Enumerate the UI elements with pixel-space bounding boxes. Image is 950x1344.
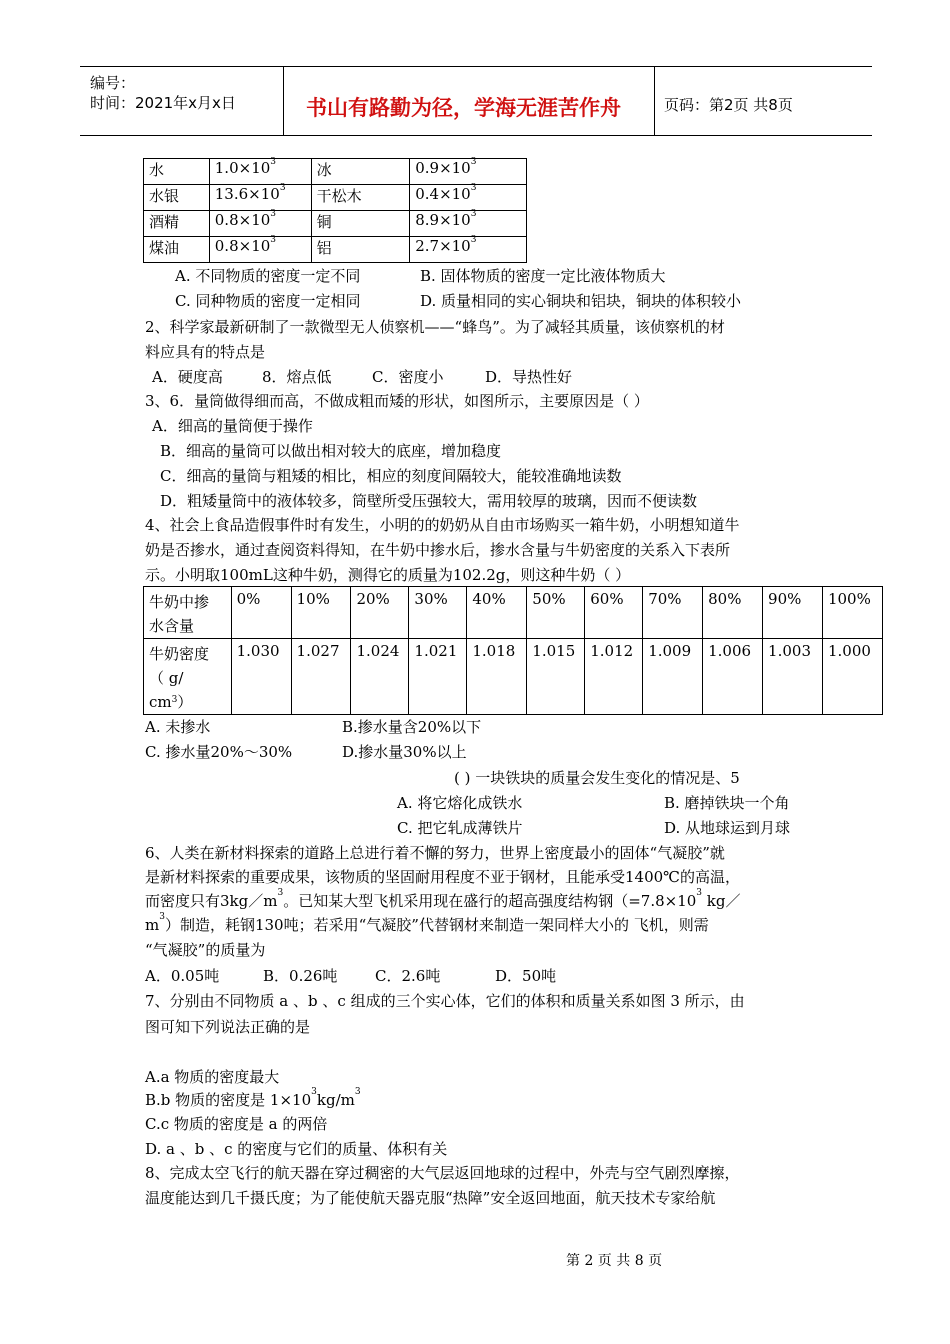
q2-stem-line1: 2、科学家最新研制了一款微型无人侦察机——“蜂鸟”。为了减轻其质量，该侦察机的材 (145, 318, 725, 336)
percent-cell: 20% (351, 587, 409, 639)
density-cell: $13.6\times 10^3$ (209, 185, 311, 211)
header-motto: 书山有路勤为径，学海无涯苦作舟 (306, 96, 621, 120)
percent-cell: 90% (763, 587, 823, 639)
q6-option-a: A．0.05吨 (145, 967, 220, 985)
q5-option-b: B. 磨掉铁块一个角 (664, 794, 790, 812)
percent-cell: 30% (409, 587, 467, 639)
q6-option-d: D．50吨 (495, 967, 557, 985)
q2-option-d: D．导热性好 (485, 368, 573, 386)
substance-cell: 铝 (311, 237, 410, 263)
q5-stem: ( ) 一块铁块的质量会发生变化的情况是、5 (454, 769, 740, 787)
density-cell: $0.8\times 10^3$ (209, 237, 311, 263)
table-row (144, 237, 527, 263)
header-top-rule (80, 66, 872, 67)
percent-cell: 100% (822, 587, 882, 639)
header-date: 时间：2021年x月x日 (90, 94, 236, 112)
density-cell: $0.8\times 10^3$ (209, 211, 311, 237)
q3-stem: 3、6．量筒做得细而高，不做成粗而矮的形状，如图所示，主要原因是（ ） (145, 392, 649, 410)
percent-cell: 60% (585, 587, 643, 639)
q1-option-c: C. 同种物质的密度一定相同 (175, 292, 361, 310)
q4-option-a: A. 未掺水 (145, 718, 211, 736)
q5-option-c: C. 把它轧成薄铁片 (397, 819, 523, 837)
q5-option-a: A. 将它熔化成铁水 (397, 794, 523, 812)
density-cell: 1.012 (585, 639, 643, 715)
table-row (144, 639, 883, 715)
q3-option-c: C．细高的量筒与粗矮的相比，相应的刻度间隔较大，能较准确地读数 (160, 467, 622, 485)
density-cell: 1.018 (467, 639, 527, 715)
q1-option-a: A. 不同物质的密度一定不同 (175, 267, 361, 285)
table-row (144, 587, 883, 639)
header-divider-right (654, 66, 655, 135)
q4-option-b: B.掺水量含20%以下 (342, 718, 482, 736)
q6-stem-line5: “气凝胶”的质量为 (145, 941, 266, 959)
substance-cell: 酒精 (144, 211, 210, 237)
substance-cell: 水银 (144, 185, 210, 211)
substance-cell: 铜 (311, 211, 410, 237)
q2-stem-line2: 料应具有的特点是 (145, 343, 266, 361)
percent-cell: 70% (643, 587, 703, 639)
density-cell: $0.4\times 10^3$ (410, 185, 527, 211)
density-table (143, 158, 527, 263)
density-cell: 1.000 (822, 639, 882, 715)
q2-option-b: 8．熔点低 (262, 368, 332, 386)
q6-stem-line4: $m^3$）制造，耗钢130吨；若采用“气凝胶”代替钢材来制造一架同样大小的 飞机，则需 (145, 912, 709, 934)
density-cell: 1.030 (231, 639, 291, 715)
percent-cell: 50% (527, 587, 585, 639)
header-cell: 牛奶中掺 水含量 (144, 587, 232, 639)
q7-stem-line1: 7、分别由不同物质 a 、b 、c 组成的三个实心体，它们的体积和质量关系如图 3 所示，由 (145, 992, 745, 1010)
header-divider-left (283, 66, 284, 135)
density-cell: 1.027 (291, 639, 351, 715)
substance-cell: 冰 (311, 159, 410, 185)
header-cell: 牛奶密度 （ g/ $cm^3$） (144, 639, 232, 715)
q4-option-c: C. 掺水量20%～30% (145, 743, 293, 761)
density-cell: $1.0\times 10^3$ (209, 159, 311, 185)
q6-stem-line1: 6、人类在新材料探索的道路上总进行着不懈的努力，世界上密度最小的固体“气凝胶”就 (145, 844, 725, 862)
q6-stem-line3: 而密度只有$3kg/m^3$。已知某大型飞机采用现在盛行的超高强度结构钢（$=7.8\times 10^3$ kg／ (145, 888, 741, 910)
density-cell: 1.009 (643, 639, 703, 715)
percent-cell: 80% (703, 587, 763, 639)
header-bottom-rule (80, 135, 872, 136)
footer-page-number: 第 2 页 共 8 页 (566, 1253, 663, 1269)
q6-stem-line2: 是新材料探索的重要成果，该物质的坚固耐用程度不亚于钢材，且能承受1400℃的高温， (145, 868, 740, 886)
header-number-label: 编号： (90, 74, 136, 92)
q1-option-d: D. 质量相同的实心铜块和铝块，铜块的体积较小 (420, 292, 742, 310)
milk-density-table (143, 586, 883, 715)
q8-stem-line2: 温度能达到几千摄氏度；为了能使航天器克服“热障”安全返回地面，航天技术专家给航 (145, 1189, 716, 1207)
density-cell: 1.021 (409, 639, 467, 715)
percent-cell: 0% (231, 587, 291, 639)
density-cell: $2.7\times 10^3$ (410, 237, 527, 263)
percent-cell: 10% (291, 587, 351, 639)
substance-cell: 煤油 (144, 237, 210, 263)
substance-cell: 水 (144, 159, 210, 185)
q6-option-c: C．2.6吨 (375, 967, 441, 985)
q7-option-b: B.b 物质的密度是 $1\times 10^3kg/m^3$ (145, 1087, 361, 1109)
q7-option-a: A.a 物质的密度最大 (145, 1068, 280, 1086)
table-row (144, 211, 527, 237)
q7-option-d: D. a 、b 、c 的密度与它们的质量、体积有关 (145, 1140, 448, 1158)
q4-stem-line1: 4、社会上食品造假事件时有发生，小明的的奶奶从自由市场购买一箱牛奶，小明想知道牛 (145, 516, 740, 534)
q6-option-b: B．0.26吨 (263, 967, 338, 985)
q4-option-d: D.掺水量30%以上 (342, 743, 467, 761)
q3-option-a: A．细高的量筒便于操作 (152, 417, 313, 435)
q8-stem-line1: 8、完成太空飞行的航天器在穿过稠密的大气层返回地球的过程中，外壳与空气剧烈摩擦， (145, 1164, 740, 1182)
density-cell: 1.006 (703, 639, 763, 715)
substance-cell: 干松木 (311, 185, 410, 211)
percent-cell: 40% (467, 587, 527, 639)
header-page-info: 页码：第2页 共8页 (664, 96, 793, 114)
table-row (144, 185, 527, 211)
q3-option-b: B．细高的量筒可以做出相对较大的底座，增加稳度 (160, 442, 502, 460)
q4-stem-line3: 示。小明取100mL这种牛奶，测得它的质量为102.2g，则这种牛奶（ ） (145, 566, 631, 584)
q7-option-c: C.c 物质的密度是 a 的两倍 (145, 1115, 328, 1133)
density-cell: $0.9\times 10^3$ (410, 159, 527, 185)
density-cell: 1.024 (351, 639, 409, 715)
q2-option-a: A．硬度高 (152, 368, 223, 386)
q1-option-b: B. 固体物质的密度一定比液体物质大 (420, 267, 666, 285)
density-cell: 1.003 (763, 639, 823, 715)
q4-stem-line2: 奶是否掺水，通过查阅资料得知，在牛奶中掺水后，掺水含量与牛奶密度的关系入下表所 (145, 541, 731, 559)
q2-option-c: C．密度小 (372, 368, 444, 386)
q7-stem-line2: 图可知下列说法正确的是 (145, 1018, 311, 1036)
q5-option-d: D. 从地球运到月球 (664, 819, 791, 837)
density-cell: $8.9\times 10^3$ (410, 211, 527, 237)
table-row (144, 159, 527, 185)
density-cell: 1.015 (527, 639, 585, 715)
q3-option-d: D．粗矮量筒中的液体较多，筒壁所受压强较大，需用较厚的玻璃，因而不便读数 (160, 492, 698, 510)
